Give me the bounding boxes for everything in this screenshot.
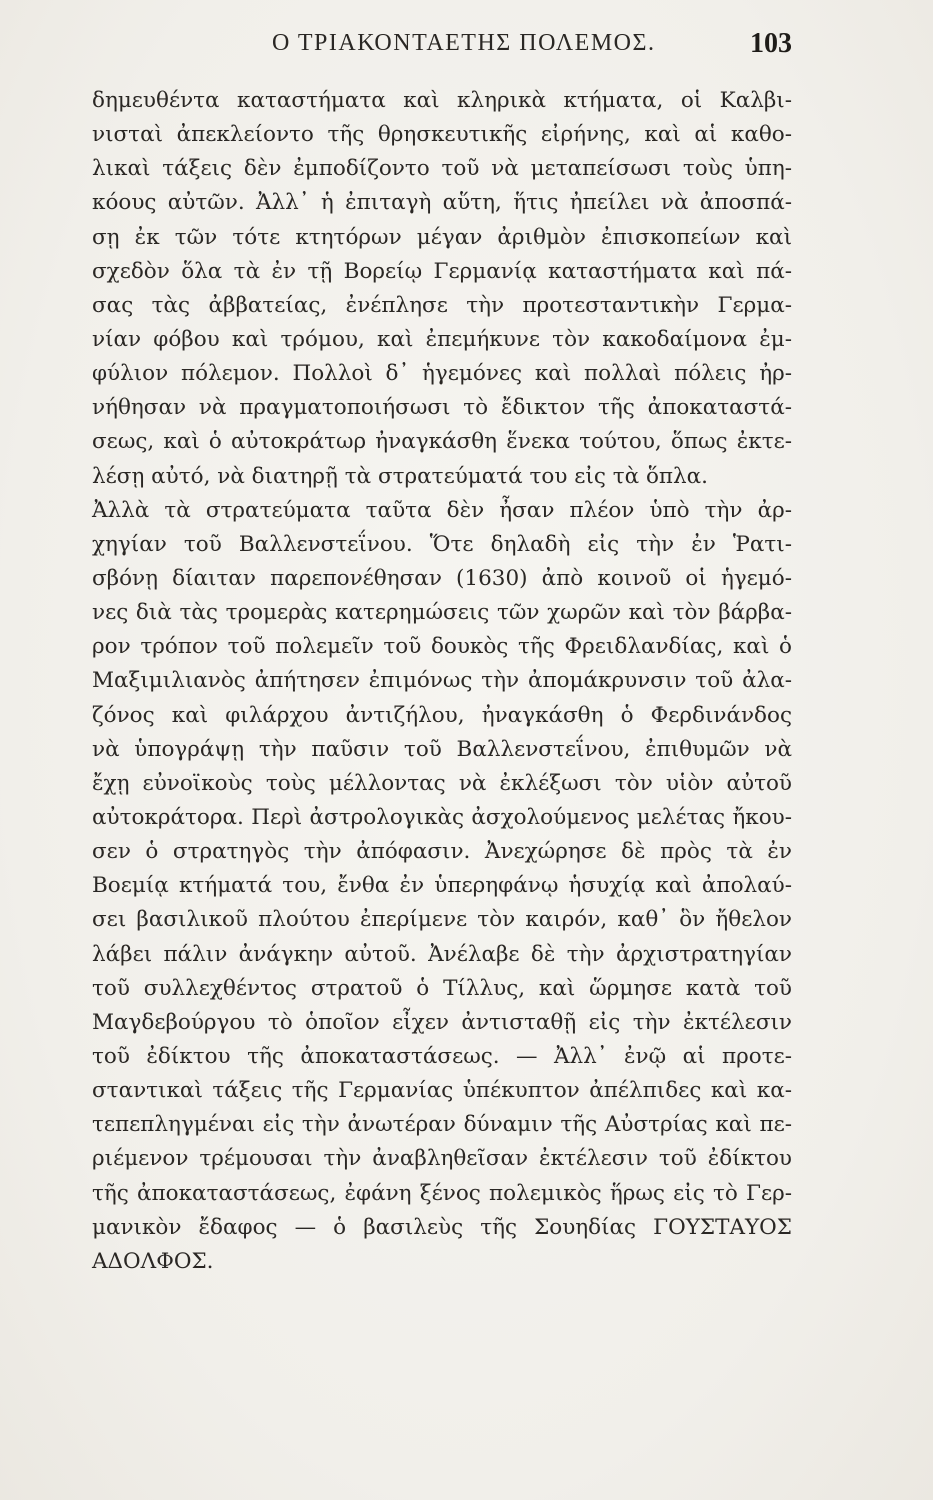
text-line: τοῦ ἐδίκτου τῆς ἀποκαταστάσεως. — Ἀλλ᾽ ἐνῷ αἱ προτε- bbox=[92, 1043, 792, 1069]
text-line: ρον τρόπον τοῦ πολεμεῖν τοῦ δουκὸς τῆς Φρειδλανδίας, καὶ ὁ bbox=[92, 634, 792, 660]
page-number: 103 bbox=[750, 28, 792, 59]
text-line: σταντικαὶ τάξεις τῆς Γερμανίας ὑπέκυπτον ἀπέλπιδες καὶ κα- bbox=[92, 1078, 792, 1104]
text-line: νες διὰ τὰς τρομερὰς κατερημώσεις τῶν χωρῶν καὶ τὸν βάρβα- bbox=[92, 600, 792, 626]
text-line: Βοεμίᾳ κτήματά του, ἔνθα ἐν ὑπερηφάνῳ ἡσυχίᾳ καὶ ἀπολαύ- bbox=[92, 873, 792, 899]
text-line: τοῦ συλλεχθέντος στρατοῦ ὁ Τίλλυς, καὶ ὥρμησε κατὰ τοῦ bbox=[92, 975, 792, 1001]
text-line: νὰ ὑπογράψῃ τὴν παῦσιν τοῦ Βαλλενστεΐνου, ἐπιθυμῶν νὰ bbox=[92, 736, 792, 762]
text-line: ζόνος καὶ φιλάρχου ἀντιζήλου, ἠναγκάσθη ὁ Φερδινάνδος bbox=[92, 702, 792, 728]
text-line: νήθησαν νὰ πραγματοποιήσωσι τὸ ἔδικτον τῆς ἀποκαταστά- bbox=[92, 395, 792, 421]
text-line: λικαὶ τάξεις δὲν ἐμποδίζοντο τοῦ νὰ μεταπείσωσι τοὺς ὑπη- bbox=[92, 156, 792, 182]
text-line: σεν ὁ στρατηγὸς τὴν ἀπόφασιν. Ἀνεχώρησε δὲ πρὸς τὰ ἐν bbox=[92, 839, 792, 865]
text-line: τεπεπληγμέναι εἰς τὴν ἀνωτέραν δύναμιν τῆς Αὐστρίας καὶ πε- bbox=[92, 1112, 792, 1138]
body-text bbox=[92, 84, 792, 1279]
text-line: Μαγδεβούργου τὸ ὁποῖον εἶχεν ἀντισταθῇ εἰς τὴν ἐκτέλεσιν bbox=[92, 1009, 792, 1035]
text-line: μανικὸν ἔδαφος — ὁ βασιλεὺς τῆς Σουηδίας ΓΟΥΣΤΑΥΟΣ bbox=[92, 1214, 792, 1240]
text-line: φύλιον πόλεμον. Πολλοὶ δ᾽ ἡγεμόνες καὶ πολλαὶ πόλεις ἠρ- bbox=[92, 361, 792, 387]
text-line: σει βασιλικοῦ πλούτου ἐπερίμενε τὸν καιρόν, καθ᾽ ὃν ἤθελον bbox=[92, 907, 792, 933]
text-line: ἔχῃ εὐνοϊκοὺς τοὺς μέλλοντας νὰ ἐκλέξωσι τὸν υἱὸν αὐτοῦ bbox=[92, 770, 792, 796]
text-line: σῃ ἐκ τῶν τότε κτητόρων μέγαν ἀριθμὸν ἐπισκοπείων καὶ bbox=[92, 224, 792, 250]
text-line: τῆς ἀποκαταστάσεως, ἐφάνη ξένος πολεμικὸς ἥρως εἰς τὸ Γερ- bbox=[92, 1180, 792, 1206]
running-head: Ο ΤΡΙΑΚΟΝΤΑΕΤΗΣ ΠΟΛΕΜΟΣ. bbox=[272, 30, 656, 56]
text-line: κόους αὐτῶν. Ἀλλ᾽ ἡ ἐπιταγὴ αὕτη, ἥτις ἠπείλει νὰ ἀποσπά- bbox=[92, 190, 792, 216]
text-line: αὐτοκράτορα. Περὶ ἀστρολογικὰς ἀσχολούμενος μελέτας ἤκου- bbox=[92, 804, 792, 830]
text-line: Ἀλλὰ τὰ στρατεύματα ταῦτα δὲν ἦσαν πλέον ὑπὸ τὴν ἀρ- bbox=[92, 497, 792, 523]
text-line: σχεδὸν ὅλα τὰ ἐν τῇ Βορείῳ Γερμανίᾳ καταστήματα καὶ πά- bbox=[92, 258, 792, 284]
text-line: σβόνῃ δίαιταν παρεπονέθησαν (1630) ἀπὸ κοινοῦ οἱ ἡγεμό- bbox=[92, 565, 792, 591]
text-line: λάβει πάλιν ἀνάγκην αὐτοῦ. Ἀνέλαβε δὲ τὴν ἀρχιστρατηγίαν bbox=[92, 941, 792, 967]
text-line: Μαξιμιλιανὸς ἀπήτησεν ἐπιμόνως τὴν ἀπομάκρυνσιν τοῦ ἀλα- bbox=[92, 668, 792, 694]
text-line: δημευθέντα καταστήματα καὶ κληρικὰ κτήματα, οἱ Καλβι- bbox=[92, 88, 792, 113]
text-line: χηγίαν τοῦ Βαλλενστεΐνου. Ὅτε δηλαδὴ εἰς τὴν ἐν Ῥατι- bbox=[92, 531, 792, 557]
text-line: ΑΔΟΛΦΟΣ. bbox=[92, 1248, 214, 1274]
text-line: σεως, καὶ ὁ αὐτοκράτωρ ἠναγκάσθη ἕνεκα τούτου, ὅπως ἐκτε- bbox=[92, 429, 792, 455]
page-header bbox=[92, 30, 792, 66]
text-line: ριέμενον τρέμουσαι τὴν ἀναβληθεῖσαν ἐκτέλεσιν τοῦ ἐδίκτου bbox=[92, 1146, 792, 1172]
text-line: σας τὰς ἀββατείας, ἐνέπλησε τὴν προτεσταντικὴν Γερμα- bbox=[92, 292, 792, 318]
text-line: λέσῃ αὐτό, νὰ διατηρῇ τὰ στρατεύματά του εἰς τὰ ὅπλα. bbox=[92, 463, 709, 489]
text-line: νισταὶ ἀπεκλείοντο τῆς θρησκευτικῆς εἰρήνης, καὶ αἱ καθο- bbox=[92, 122, 792, 148]
text-line: νίαν φόβου καὶ τρόμου, καὶ ἐπεμήκυνε τὸν κακοδαίμονα ἐμ- bbox=[92, 326, 792, 352]
